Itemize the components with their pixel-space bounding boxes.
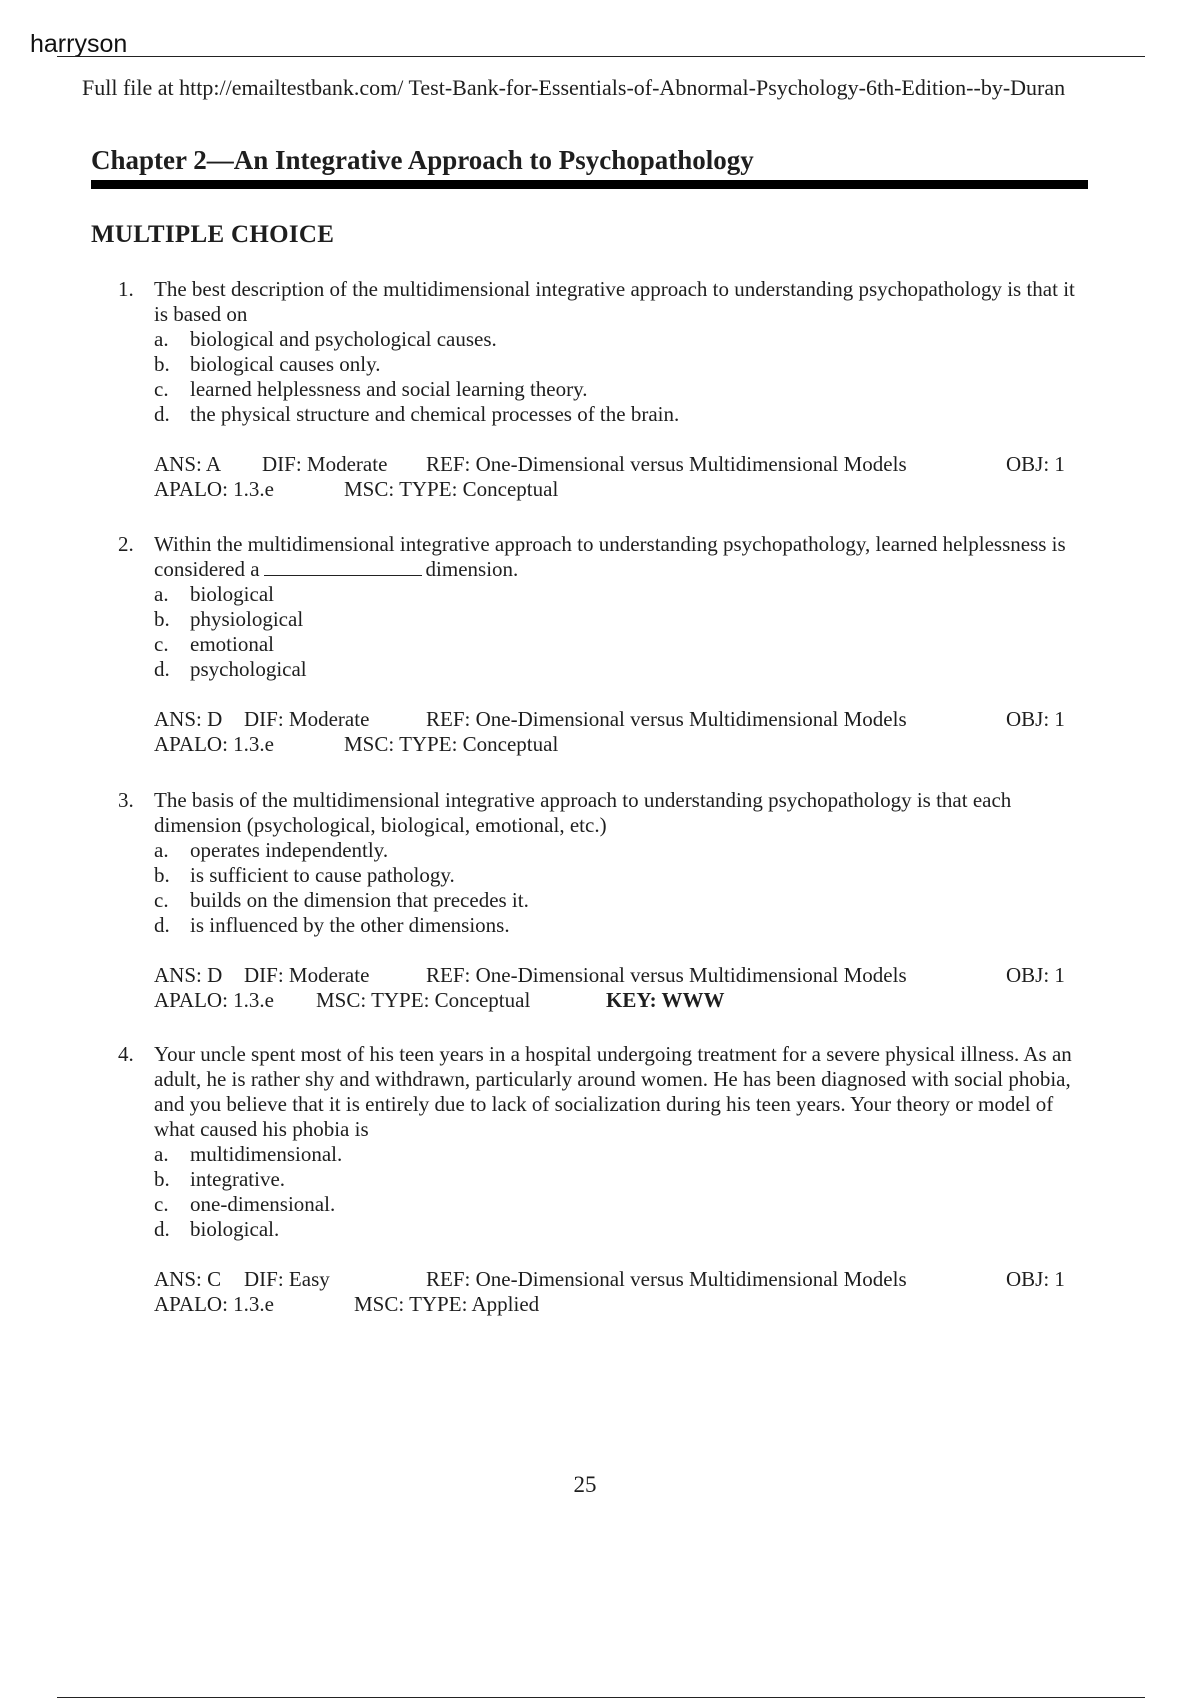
reference: REF: One-Dimensional versus Multidimensional Models [426,963,907,987]
question-stem [118,277,1078,327]
objective: OBJ: 1 [1006,452,1065,476]
difficulty: DIF: Moderate [244,707,370,731]
option-letter: c. [154,632,169,656]
option-text: integrative. [190,1167,286,1191]
section-heading: MULTIPLE CHOICE [91,221,335,248]
option-letter: c. [154,1192,169,1216]
answer-metadata [118,452,1078,502]
option-letter: a. [154,838,169,862]
answer-option [118,632,1078,657]
option-text: psychological [190,657,307,681]
question-number: 4. [118,1042,134,1066]
apalo: APALO: 1.3.e [154,1292,274,1316]
answer-option [118,327,1078,352]
question-text-end: dimension. [425,557,519,581]
header-rule [57,56,1145,57]
footer-rule [57,1697,1145,1698]
question-text: Your uncle spent most of his teen years in a hospital undergoing treatment for a severe physical illness. As an adult, he is rather shy and withdrawn, particularly around women. He has been diagnosed with social phobia, and you believe that it is entirely due to lack of socialization during his teen years. Your theory or model of what caused his phobia is [154,1042,1072,1141]
answer-option [118,888,1078,913]
key-tag: KEY: WWW [606,988,725,1012]
answer-key: ANS: A [154,452,222,476]
option-text: one-dimensional. [190,1192,336,1216]
difficulty: DIF: Moderate [262,452,388,476]
option-text: biological [190,582,274,606]
option-letter: b. [154,1167,170,1191]
msc-type: MSC: TYPE: Conceptual [316,988,531,1012]
option-text: biological. [190,1217,280,1241]
answer-option [118,377,1078,402]
answer-options [118,1142,1078,1242]
option-letter: a. [154,1142,169,1166]
option-text: is sufficient to cause pathology. [190,863,455,887]
question-1 [118,277,1078,502]
question-stem [118,1042,1078,1142]
difficulty: DIF: Easy [244,1267,330,1291]
answer-metadata [118,963,1078,1013]
option-text: builds on the dimension that precedes it. [190,888,529,912]
option-text: multidimensional. [190,1142,343,1166]
answer-key: ANS: D [154,963,223,987]
answer-option [118,1142,1078,1167]
reference: REF: One-Dimensional versus Multidimensional Models [426,452,907,476]
option-letter: b. [154,352,170,376]
answer-metadata [118,1267,1078,1317]
fill-in-blank [264,557,422,576]
option-text: the physical structure and chemical processes of the brain. [190,402,680,426]
option-text: biological causes only. [190,352,381,376]
apalo: APALO: 1.3.e [154,988,274,1012]
answer-option [118,838,1078,863]
msc-type: MSC: TYPE: Conceptual [344,732,559,756]
answer-option [118,607,1078,632]
objective: OBJ: 1 [1006,707,1065,731]
option-text: is influenced by the other dimensions. [190,913,510,937]
answer-options [118,838,1078,938]
question-text: Within the multidimensional integrative approach to understanding psychopathology, learned helplessness is considered a [154,532,1066,581]
option-letter: d. [154,657,170,681]
objective: OBJ: 1 [1006,1267,1065,1291]
answer-key: ANS: C [154,1267,222,1291]
answer-options [118,327,1078,427]
answer-option [118,1217,1078,1242]
msc-type: MSC: TYPE: Applied [354,1292,540,1316]
objective: OBJ: 1 [1006,963,1065,987]
reference: REF: One-Dimensional versus Multidimensional Models [426,1267,907,1291]
option-letter: b. [154,863,170,887]
question-3 [118,788,1078,1013]
answer-metadata [118,707,1078,757]
option-letter: d. [154,402,170,426]
question-number: 3. [118,788,134,812]
option-text: learned helplessness and social learning theory. [190,377,588,401]
reference: REF: One-Dimensional versus Multidimensional Models [426,707,907,731]
option-text: emotional [190,632,274,656]
option-letter: a. [154,327,169,351]
option-letter: c. [154,888,169,912]
answer-option [118,913,1078,938]
answer-option [118,402,1078,427]
source-url-line: Full file at http://emailtestbank.com/ Test-Bank-for-Essentials-of-Abnormal-Psychology-6th-Edition--by-Duran [82,75,1066,100]
option-text: operates independently. [190,838,389,862]
answer-option [118,1192,1078,1217]
option-text: physiological [190,607,304,631]
chapter-title-bar [91,180,1088,189]
question-text: The best description of the multidimensional integrative approach to understanding psychopathology is that it is based on [154,277,1075,326]
option-letter: c. [154,377,169,401]
question-text: The basis of the multidimensional integrative approach to understanding psychopathology is that each dimension (psychological, biological, emotional, etc.) [154,788,1012,837]
apalo: APALO: 1.3.e [154,477,274,501]
option-letter: b. [154,607,170,631]
answer-option [118,1167,1078,1192]
answer-option [118,657,1078,682]
answer-options [118,582,1078,682]
option-letter: d. [154,913,170,937]
question-number: 2. [118,532,134,556]
question-2 [118,532,1078,757]
question-stem [118,788,1078,838]
chapter-title: Chapter 2—An Integrative Approach to Psychopathology [91,145,754,175]
option-text: biological and psychological causes. [190,327,497,351]
answer-key: ANS: D [154,707,223,731]
question-4 [118,1042,1078,1317]
question-number: 1. [118,277,134,301]
difficulty: DIF: Moderate [244,963,370,987]
page-number: 25 [573,1472,597,1497]
answer-option [118,863,1078,888]
option-letter: d. [154,1217,170,1241]
watermark-text: harryson [30,30,128,58]
apalo: APALO: 1.3.e [154,732,274,756]
msc-type: MSC: TYPE: Conceptual [344,477,559,501]
answer-option [118,352,1078,377]
option-letter: a. [154,582,169,606]
question-stem [118,532,1078,582]
answer-option [118,582,1078,607]
